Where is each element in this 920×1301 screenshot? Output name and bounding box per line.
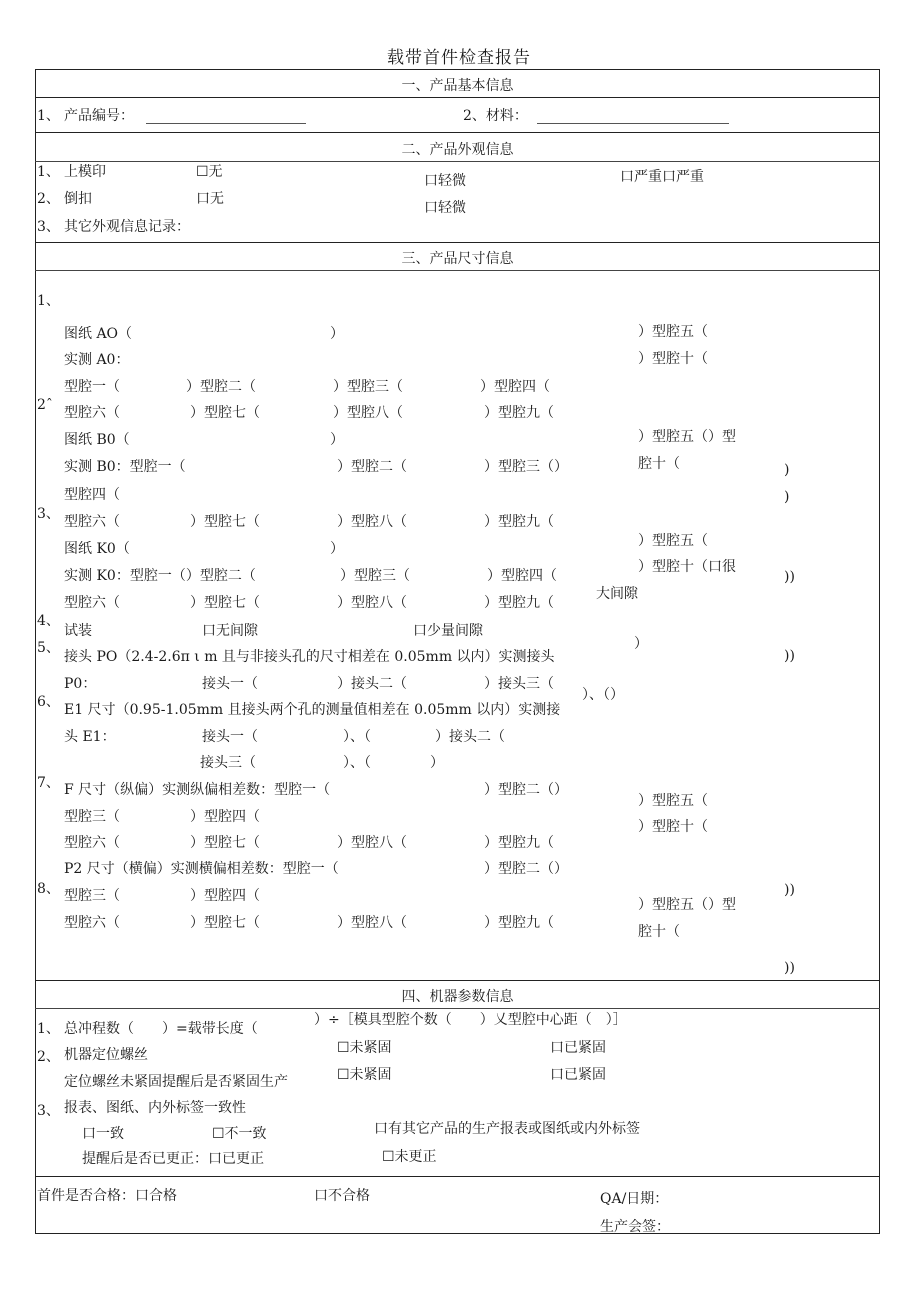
cavity-5-label: ）型腔五（）型 [638,429,736,445]
cavity-label: 型腔四（ [64,487,120,503]
item-number: 3、 [37,1103,60,1119]
cavity-10-label: ）型腔十（口很 [638,559,736,575]
bracket: )) [784,569,795,585]
bracket: )) [784,882,795,898]
corrected-question: 提醒后是否已更正：口已更正 [82,1151,264,1167]
not-fastened-checkbox[interactable]: ☐未紧固 [337,1067,392,1083]
section-header-dimensions: 三、产品尺寸信息 [401,251,514,267]
p2-description: P2 尺寸（横偏）实测横偏相差数：型腔一（ [64,861,339,877]
b0-drawing-label: 图纸 B0（ [64,432,130,448]
bracket: ） [330,432,344,448]
e1-description: E1 尺寸（0.95-1.05mm 且接头两个孔的测量值相差在 0.05mm 以内）实测接 [64,702,561,718]
bracket: ） [330,326,344,342]
divider [35,97,880,98]
item-number: 1、 [37,293,60,309]
positioning-screw-label: 机器定位螺丝 [64,1047,148,1063]
cavity-5-label: ）型腔五（ [638,324,708,340]
joint-label: ）接头二（ [435,729,505,745]
item-number: 3、 [37,506,60,522]
separator: ）、（ [343,755,371,771]
cavity-label: ）型腔九（ [484,405,554,421]
item-number: 5、 [37,640,60,656]
consistent-checkbox[interactable]: 口一致 [82,1126,124,1142]
cavity-10-label: ）型腔十（ [638,351,708,367]
cavity-label: 型腔六（ [64,595,120,611]
p0-description: 接头 PO（2.4-2.6π ι m 且与非接头孔的尺寸相差在 0.05mm 以内）实测接头 [64,649,555,665]
production-sign-label: 生产会签： [600,1219,670,1235]
small-gap-checkbox[interactable]: 口少量间隙 [413,623,483,639]
item-number: 1、 [37,108,60,124]
cavity-label: ）型腔二（） [484,782,568,798]
undercut-slight-checkbox[interactable]: 口轻微 [424,200,466,216]
cavity-label: ）型腔八（ [337,595,407,611]
item-number: 7、 [37,775,60,791]
bracket: )) [784,648,795,664]
cavity-label: ）型腔四（ [487,568,557,584]
section-header-machine-params: 四、机器参数信息 [401,989,514,1005]
material-field[interactable] [537,123,729,124]
no-gap-checkbox[interactable]: 口无间隙 [202,623,258,639]
cavity-label: ）型腔八（ [337,915,407,931]
cavity-label: ）型腔八（ [337,514,407,530]
cavity-5-label: ）型腔五（ [638,533,708,549]
cavity-label: ）型腔七（ [190,835,260,851]
joint-label: 接头一（ [202,676,258,692]
section-header-basic-info: 一、产品基本信息 [401,78,514,94]
other-product-checkbox[interactable]: 口有其它产品的生产报表或图纸或内外标签 [374,1121,640,1137]
item-number: 1、 [37,164,60,180]
cavity-label: ）型腔二（） [484,861,568,877]
divider [35,1008,880,1009]
cavity-label: ）型腔九（ [484,915,554,931]
mold-print-none-checkbox[interactable]: ☐无 [196,164,223,180]
cavity-label: ）型腔三（ [333,379,403,395]
cavity-label: 型腔一（ [64,379,120,395]
mold-print-label: 上模印 [64,164,106,180]
joint-label: ）接头二（ [337,676,407,692]
p0-tail: ）、（） [582,687,624,703]
item-number: 1、 [37,1021,60,1037]
bracket: ) [784,489,790,505]
a0-measured-label: 实测 A0： [64,352,130,368]
k0-measured-label: 实测 K0：型腔一（）型腔二（ [64,568,256,584]
cavity-label: ）型腔七（ [190,915,260,931]
qualified-question: 首件是否合格：口合格 [37,1188,177,1204]
cavity-label: ）型腔四（ [190,809,260,825]
inconsistent-checkbox[interactable]: ☐不一致 [212,1126,267,1142]
cavity-label: ）型腔三（ [340,568,410,584]
cavity-label: ）型腔九（ [484,514,554,530]
bracket: ） [430,755,444,771]
e1-label: 头 E1： [64,729,116,745]
qa-date-label: QA/日期： [600,1191,669,1207]
cavity-label: ）型腔九（ [484,595,554,611]
not-corrected-checkbox[interactable]: ☐未更正 [382,1149,437,1165]
b0-measured-label: 实测 B0：型腔一（ [64,459,186,475]
joint-label: 接头一（ [202,729,258,745]
item-number: 6、 [37,694,60,710]
p0-label: P0： [64,676,97,692]
divider [35,132,880,133]
cavity-label: 型腔六（ [64,835,120,851]
trial-fit-label: 试装 [64,623,92,639]
not-fastened-checkbox[interactable]: ☐未紧固 [337,1040,392,1056]
unqualified-checkbox[interactable]: 口不合格 [314,1188,370,1204]
cavity-label: 型腔六（ [64,405,120,421]
material-label: 2、材料： [463,108,528,124]
cavity-label: ）型腔七（ [190,405,260,421]
stroke-formula: ）÷［模具型腔个数（ ）乂型腔中心距（ ）］ [314,1012,627,1028]
separator: ）、（ [343,729,371,745]
cavity-label: ）型腔三（） [484,459,568,475]
stroke-label: 总冲程数（ ）=载带长度（ [64,1021,258,1037]
cavity-label: 型腔六（ [64,915,120,931]
fastened-checkbox[interactable]: 口已紧固 [550,1067,606,1083]
item-number: 4、 [37,613,60,629]
cavity-10-label: ）型腔十（ [638,819,708,835]
joint-label: ）接头三（ [484,676,554,692]
cavity-label: 型腔三（ [64,888,120,904]
cavity-label: ）型腔八（ [333,405,403,421]
bracket: )) [784,960,795,976]
bracket: ） [330,541,344,557]
cavity-label: ）型腔四（ [190,888,260,904]
section-header-appearance: 二、产品外观信息 [401,142,514,158]
cavity-label: ）型腔八（ [337,835,407,851]
divider [35,270,880,271]
cavity-10-label: 腔十（ [638,924,680,940]
fastened-checkbox[interactable]: 口已紧固 [550,1040,606,1056]
cavity-label: ）型腔七（ [190,514,260,530]
cavity-label: ）型腔二（ [186,379,256,395]
item-number: 2、 [37,1049,60,1065]
cavity-10-label: 腔十（ [638,456,680,472]
big-gap-checkbox[interactable]: 大间隙 [596,586,638,602]
cavity-label: ）型腔七（ [190,595,260,611]
item-number: 2ˆ [37,397,53,413]
cavity-label: 型腔六（ [64,514,120,530]
divider [35,161,880,162]
product-no-label: 产品编号： [64,108,134,124]
item-number: 3、 [37,219,60,235]
item-number: 8、 [37,881,60,897]
divider [35,1176,880,1177]
cavity-5-label: ）型腔五（）型 [638,897,736,913]
bracket: ) [784,462,790,478]
item-number: 2、 [37,191,60,207]
k0-drawing-label: 图纸 K0（ [64,541,130,557]
divider [35,980,880,981]
undercut-none-checkbox[interactable]: 口无 [196,191,224,207]
cavity-5-label: ）型腔五（ [638,793,708,809]
product-no-field[interactable] [146,123,306,124]
consistency-label: 报表、图纸、内外标签一致性 [64,1100,246,1116]
undercut-label: 倒扣 [64,191,92,207]
f-description: F 尺寸（纵偏）实测纵偏相差数：型腔一（ [64,782,331,798]
cavity-label: ）型腔四（ [480,379,550,395]
page-title: 载带首件检查报告 [387,48,531,68]
reminder-label: 定位螺丝未紧固提醒后是否紧固生产 [64,1074,288,1090]
bracket: ） [634,636,648,652]
cavity-label: ）型腔二（ [337,459,407,475]
cavity-label: ）型腔九（ [484,835,554,851]
other-appearance-label: 其它外观信息记录： [64,219,190,235]
divider [35,242,880,243]
mold-print-severe-checkbox[interactable]: 口严重口严重 [620,169,704,185]
joint-label: 接头三（ [200,755,256,771]
mold-print-slight-checkbox[interactable]: 口轻微 [424,173,466,189]
a0-drawing-label: 图纸 AO（ [64,326,133,342]
cavity-label: 型腔三（ [64,809,120,825]
